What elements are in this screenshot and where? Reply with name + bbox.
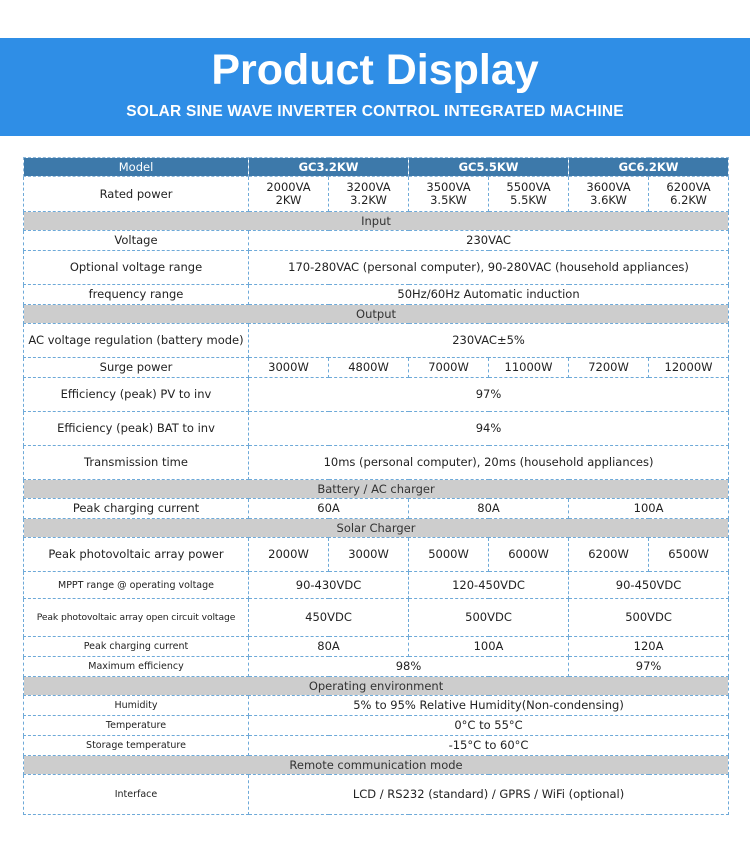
model-gc6-2kw: GC6.2KW <box>569 158 729 177</box>
table-row-storage-temperature <box>24 736 729 756</box>
storage-temperature-value: -15°C to 60°C <box>249 736 729 756</box>
interface-label: Interface <box>24 775 249 815</box>
ac-regulation-label: AC voltage regulation (battery mode) <box>24 324 249 358</box>
table-row-efficiency-bat <box>24 412 729 446</box>
spec-table <box>23 157 729 815</box>
table-row-surge-power <box>24 358 729 378</box>
table-row-pv-power <box>24 538 729 572</box>
rated-power-value: 2000VA 2KW <box>249 177 329 212</box>
section-output <box>24 305 729 324</box>
solar-peak-current-value: 100A <box>409 637 569 657</box>
solar-peak-current-value: 120A <box>569 637 729 657</box>
table-row-efficiency-pv <box>24 378 729 412</box>
pv-power-value: 6500W <box>649 538 729 572</box>
section-title: Battery / AC charger <box>24 480 729 499</box>
section-title: Solar Charger <box>24 519 729 538</box>
page-subtitle: SOLAR SINE WAVE INVERTER CONTROL INTEGRATED MACHINE <box>126 103 624 120</box>
table-row-transmission-time <box>24 446 729 480</box>
model-header: Model <box>24 158 249 177</box>
header-banner <box>0 38 750 136</box>
table-row-optional-voltage-range <box>24 251 729 285</box>
max-efficiency-value: 97% <box>569 657 729 677</box>
table-row-mppt <box>24 572 729 599</box>
surge-power-value: 7200W <box>569 358 649 378</box>
open-circuit-value: 500VDC <box>409 599 569 637</box>
storage-temperature-label: Storage temperature <box>24 736 249 756</box>
model-gc3-2kw: GC3.2KW <box>249 158 409 177</box>
section-battery <box>24 480 729 499</box>
optional-voltage-range-label: Optional voltage range <box>24 251 249 285</box>
open-circuit-value: 500VDC <box>569 599 729 637</box>
section-remote <box>24 756 729 775</box>
rated-power-value: 3200VA 3.2KW <box>329 177 409 212</box>
efficiency-pv-label: Efficiency (peak) PV to inv <box>24 378 249 412</box>
section-title: Operating environment <box>24 677 729 696</box>
table-row-temperature <box>24 716 729 736</box>
pv-power-value: 6000W <box>489 538 569 572</box>
rated-power-value: 6200VA 6.2KW <box>649 177 729 212</box>
pv-power-label: Peak photovoltaic array power <box>24 538 249 572</box>
transmission-time-label: Transmission time <box>24 446 249 480</box>
surge-power-value: 4800W <box>329 358 409 378</box>
solar-peak-current-value: 80A <box>249 637 409 657</box>
mppt-label: MPPT range @ operating voltage <box>24 572 249 599</box>
efficiency-bat-label: Efficiency (peak) BAT to inv <box>24 412 249 446</box>
rated-power-value: 3600VA 3.6KW <box>569 177 649 212</box>
section-title: Remote communication mode <box>24 756 729 775</box>
efficiency-pv-value: 97% <box>249 378 729 412</box>
interface-value: LCD / RS232 (standard) / GPRS / WiFi (optional) <box>249 775 729 815</box>
table-row-frequency <box>24 285 729 305</box>
page-title: Product Display <box>211 46 539 94</box>
pv-power-value: 3000W <box>329 538 409 572</box>
battery-peak-current-value: 60A <box>249 499 409 519</box>
table-row-humidity <box>24 696 729 716</box>
mppt-value: 90-430VDC <box>249 572 409 599</box>
temperature-label: Temperature <box>24 716 249 736</box>
rated-power-value: 3500VA 3.5KW <box>409 177 489 212</box>
table-row-voltage <box>24 231 729 251</box>
table-row-interface <box>24 775 729 815</box>
humidity-label: Humidity <box>24 696 249 716</box>
table-row-solar-peak-current <box>24 637 729 657</box>
section-input <box>24 212 729 231</box>
mppt-value: 90-450VDC <box>569 572 729 599</box>
voltage-value: 230VAC <box>249 231 729 251</box>
table-row-open-circuit <box>24 599 729 637</box>
pv-power-value: 2000W <box>249 538 329 572</box>
solar-peak-current-label: Peak charging current <box>24 637 249 657</box>
surge-power-value: 7000W <box>409 358 489 378</box>
rated-power-value: 5500VA 5.5KW <box>489 177 569 212</box>
section-solar <box>24 519 729 538</box>
battery-peak-current-value: 100A <box>569 499 729 519</box>
temperature-value: 0°C to 55°C <box>249 716 729 736</box>
table-row-rated-power <box>24 177 729 212</box>
frequency-range-value: 50Hz/60Hz Automatic induction <box>249 285 729 305</box>
battery-peak-current-value: 80A <box>409 499 569 519</box>
table-row-max-efficiency <box>24 657 729 677</box>
frequency-range-label: frequency range <box>24 285 249 305</box>
open-circuit-value: 450VDC <box>249 599 409 637</box>
transmission-time-value: 10ms (personal computer), 20ms (household appliances) <box>249 446 729 480</box>
rated-power-label: Rated power <box>24 177 249 212</box>
efficiency-bat-value: 94% <box>249 412 729 446</box>
surge-power-value: 3000W <box>249 358 329 378</box>
max-efficiency-label: Maximum efficiency <box>24 657 249 677</box>
max-efficiency-value: 98% <box>249 657 569 677</box>
table-header-row <box>24 158 729 177</box>
section-title: Output <box>24 305 729 324</box>
table-row-battery-peak-current <box>24 499 729 519</box>
battery-peak-current-label: Peak charging current <box>24 499 249 519</box>
section-environment <box>24 677 729 696</box>
surge-power-label: Surge power <box>24 358 249 378</box>
mppt-value: 120-450VDC <box>409 572 569 599</box>
open-circuit-label: Peak photovoltaic array open circuit voltage <box>24 599 249 637</box>
humidity-value: 5% to 95% Relative Humidity(Non-condensing) <box>249 696 729 716</box>
surge-power-value: 12000W <box>649 358 729 378</box>
section-title: Input <box>24 212 729 231</box>
voltage-label: Voltage <box>24 231 249 251</box>
table-row-ac-regulation <box>24 324 729 358</box>
optional-voltage-range-value: 170-280VAC (personal computer), 90-280VAC (household appliances) <box>249 251 729 285</box>
ac-regulation-value: 230VAC±5% <box>249 324 729 358</box>
surge-power-value: 11000W <box>489 358 569 378</box>
model-gc5-5kw: GC5.5KW <box>409 158 569 177</box>
pv-power-value: 6200W <box>569 538 649 572</box>
pv-power-value: 5000W <box>409 538 489 572</box>
